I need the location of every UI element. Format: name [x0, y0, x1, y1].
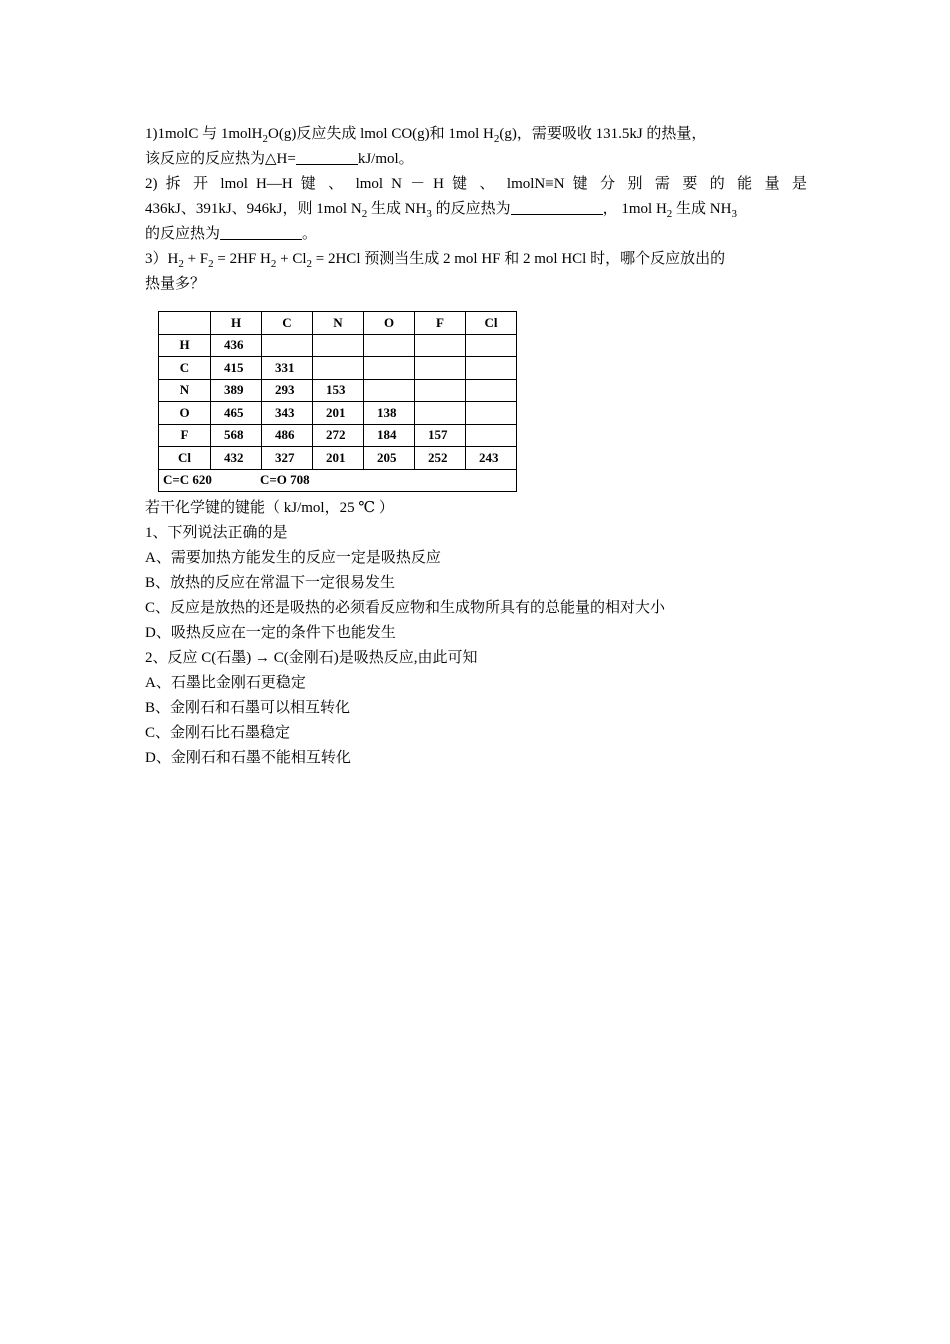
q1-line-1: 1)1molC 与 1molH$_2$O(g)反应失成 lmol CO(g)和 1mol $H_2(g)$，需要吸收 131.5kJ 的热量，	[145, 126, 707, 145]
q3-line-2: 热量多？	[145, 276, 206, 292]
table-caption: 若干化学键的键能（ kJ/mol，25 ℃ ）	[145, 500, 394, 516]
table-cell	[415, 334, 466, 357]
table-header-cell: Cl	[466, 312, 517, 335]
table-cell: 389	[211, 379, 262, 402]
table-header-cell: N	[313, 312, 364, 335]
table-header-cell: H	[211, 312, 262, 335]
table-cell: 465	[211, 402, 262, 425]
mc2-option-b: B、金刚石和石墨可以相互转化	[145, 700, 351, 716]
table-row	[159, 357, 517, 380]
table-cell: 201	[313, 447, 364, 470]
mc1-stem: 1、下列说法正确的是	[145, 525, 288, 541]
table-cell: 184	[364, 424, 415, 447]
mc1-option-c: C、反应是放热的还是吸热的必须看反应物和生成物所具有的总能量的相对大小	[145, 600, 666, 616]
table-cell	[415, 379, 466, 402]
mc2-option-c: C、金刚石比石墨稳定	[145, 725, 291, 741]
answer-blank	[511, 198, 603, 215]
table-cell	[364, 357, 415, 380]
document-body	[145, 122, 807, 771]
q2-line-1: 2) 拆 开 lmol H—H 键 、 lmol N － H 键 、 lmolN≡N 键 分 别 需 要 的 能 量 是	[145, 176, 807, 192]
row-header-cell: Cl	[159, 447, 211, 470]
table-footer-cell: C=C 620 C=O 708	[159, 469, 517, 492]
table-cell: 415	[211, 357, 262, 380]
q2-line-3: 的反应热为 。	[145, 222, 807, 247]
table-cell: 157	[415, 424, 466, 447]
table-cell	[466, 379, 517, 402]
table-header-cell: F	[415, 312, 466, 335]
table-footer-row	[159, 469, 517, 492]
row-header-cell: O	[159, 402, 211, 425]
bond-energy-table-wrap	[158, 311, 807, 492]
table-cell: 293	[262, 379, 313, 402]
mc1-option-a: A、需要加热方能发生的反应一定是吸热反应	[145, 550, 441, 566]
table-cell	[415, 402, 466, 425]
table-cell: 153	[313, 379, 364, 402]
row-header-cell: C	[159, 357, 211, 380]
answer-blank	[220, 223, 302, 240]
table-cell	[466, 402, 517, 425]
table-cell: 272	[313, 424, 364, 447]
table-header-row	[159, 312, 517, 335]
table-row	[159, 402, 517, 425]
bond-energy-table	[158, 311, 517, 492]
table-cell	[466, 424, 517, 447]
mc2-option-a: A、石墨比金刚石更稳定	[145, 675, 306, 691]
mc2-stem: 2、反应 C(石墨) → C(金刚石)是吸热反应,由此可知	[145, 650, 478, 666]
table-cell: 138	[364, 402, 415, 425]
table-cell	[466, 357, 517, 380]
mc1-option-b: B、放热的反应在常温下一定很易发生	[145, 575, 396, 591]
row-header-cell: F	[159, 424, 211, 447]
q3-line-1: $3)H_2 + F_2 = 2HF$ $H_2 + Cl_2 = 2HCl$ 预测当生成 2 mol HF 和 2 mol HCl 时，哪个反应放出的	[145, 251, 726, 270]
table-row	[159, 379, 517, 402]
table-row	[159, 447, 517, 470]
q2-line-2: 436kJ、391kJ、946kJ，则 1mol $N_2$ 生成 $NH_3$ 的反应热为 ， 1mol $H_2$ 生成 $NH_3$	[145, 197, 807, 222]
mc2-option-d: D、金刚石和石墨不能相互转化	[145, 750, 351, 766]
table-header-cell: C	[262, 312, 313, 335]
answer-blank	[296, 148, 358, 165]
table-cell	[313, 357, 364, 380]
mc1-option-d: D、吸热反应在一定的条件下也能发生	[145, 625, 396, 641]
q1-line-2: 该反应的反应热为△H= kJ/mol。	[145, 147, 807, 172]
row-header-cell: N	[159, 379, 211, 402]
table-header-cell	[159, 312, 211, 335]
table-cell: 432	[211, 447, 262, 470]
table-row	[159, 424, 517, 447]
table-cell: 252	[415, 447, 466, 470]
table-cell: 201	[313, 402, 364, 425]
table-header-cell: O	[364, 312, 415, 335]
table-cell: 568	[211, 424, 262, 447]
table-cell: 205	[364, 447, 415, 470]
table-cell: 331	[262, 357, 313, 380]
table-cell	[415, 357, 466, 380]
table-cell	[262, 334, 313, 357]
table-cell: 343	[262, 402, 313, 425]
table-cell: 243	[466, 447, 517, 470]
table-cell	[466, 334, 517, 357]
table-cell	[364, 379, 415, 402]
table-cell: 436	[211, 334, 262, 357]
row-header-cell: H	[159, 334, 211, 357]
table-cell: 486	[262, 424, 313, 447]
table-cell	[364, 334, 415, 357]
table-row	[159, 334, 517, 357]
table-cell	[313, 334, 364, 357]
table-cell: 327	[262, 447, 313, 470]
